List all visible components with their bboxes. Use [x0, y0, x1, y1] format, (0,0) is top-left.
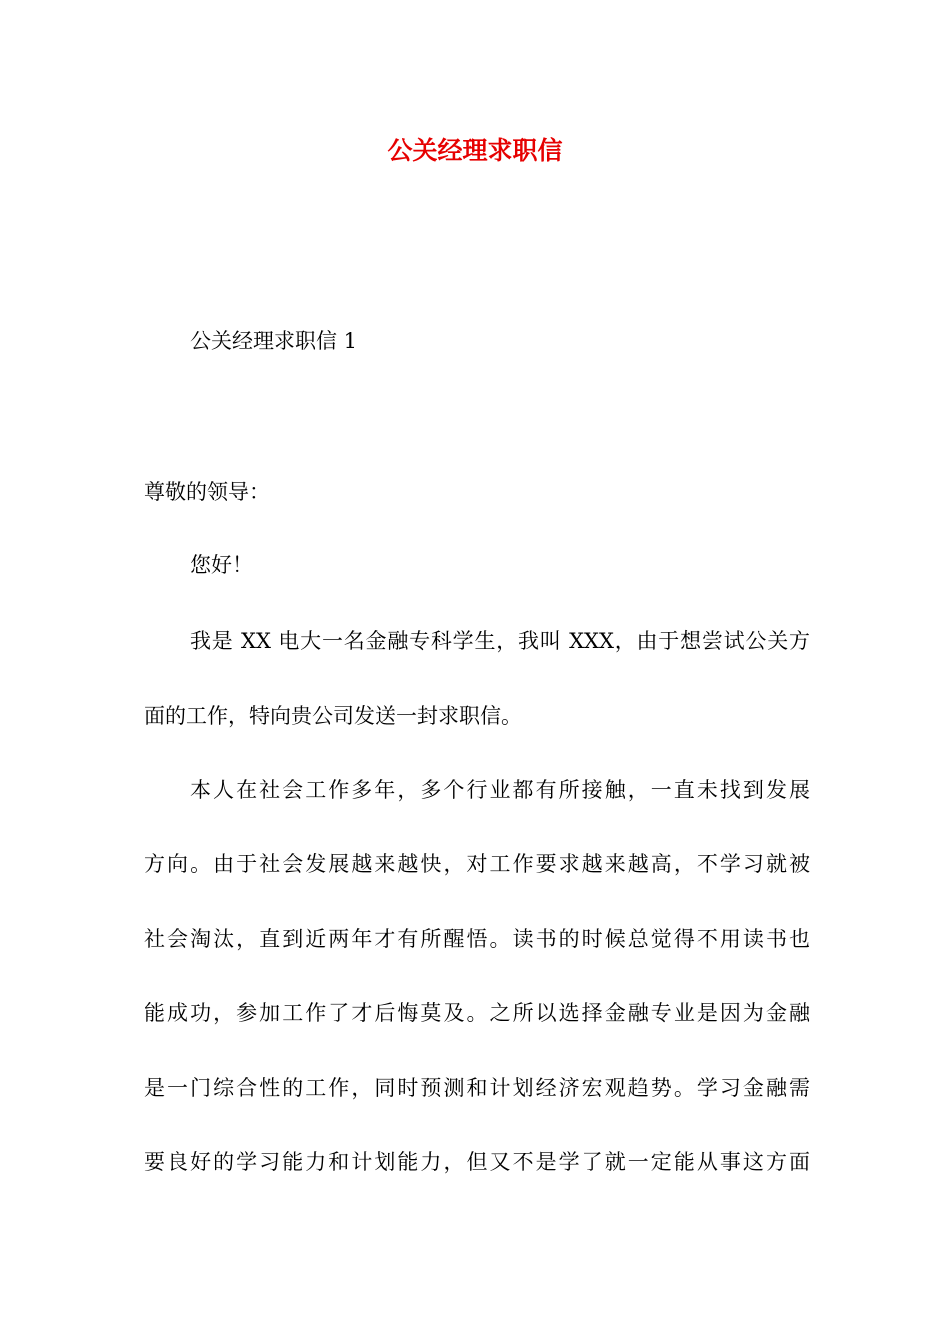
paragraph-line: 能成功，参加工作了才后悔莫及。之所以选择金融专业是因为金融	[144, 1001, 810, 1025]
document-title: 公关经理求职信	[387, 136, 563, 165]
section-heading: 公关经理求职信 1	[190, 329, 358, 353]
paragraph-line: 面的工作，特向贵公司发送一封求职信。	[144, 704, 522, 728]
paragraph-line: 要良好的学习能力和计划能力，但又不是学了就一定能从事这方面	[144, 1150, 810, 1174]
paragraph-line: 我是 XX 电大一名金融专科学生，我叫 XXX，由于想尝试公关方	[190, 629, 810, 653]
paragraph-line: 本人在社会工作多年，多个行业都有所接触，一直未找到发展	[190, 778, 810, 802]
salutation: 尊敬的领导：	[144, 480, 270, 504]
greeting: 您好！	[190, 553, 253, 577]
paragraph-line: 是一门综合性的工作，同时预测和计划经济宏观趋势。学习金融需	[144, 1076, 810, 1100]
paragraph-line: 社会淘汰，直到近两年才有所醒悟。读书的时候总觉得不用读书也	[144, 927, 810, 951]
paragraph-line: 方向。由于社会发展越来越快，对工作要求越来越高，不学习就被	[144, 852, 810, 876]
